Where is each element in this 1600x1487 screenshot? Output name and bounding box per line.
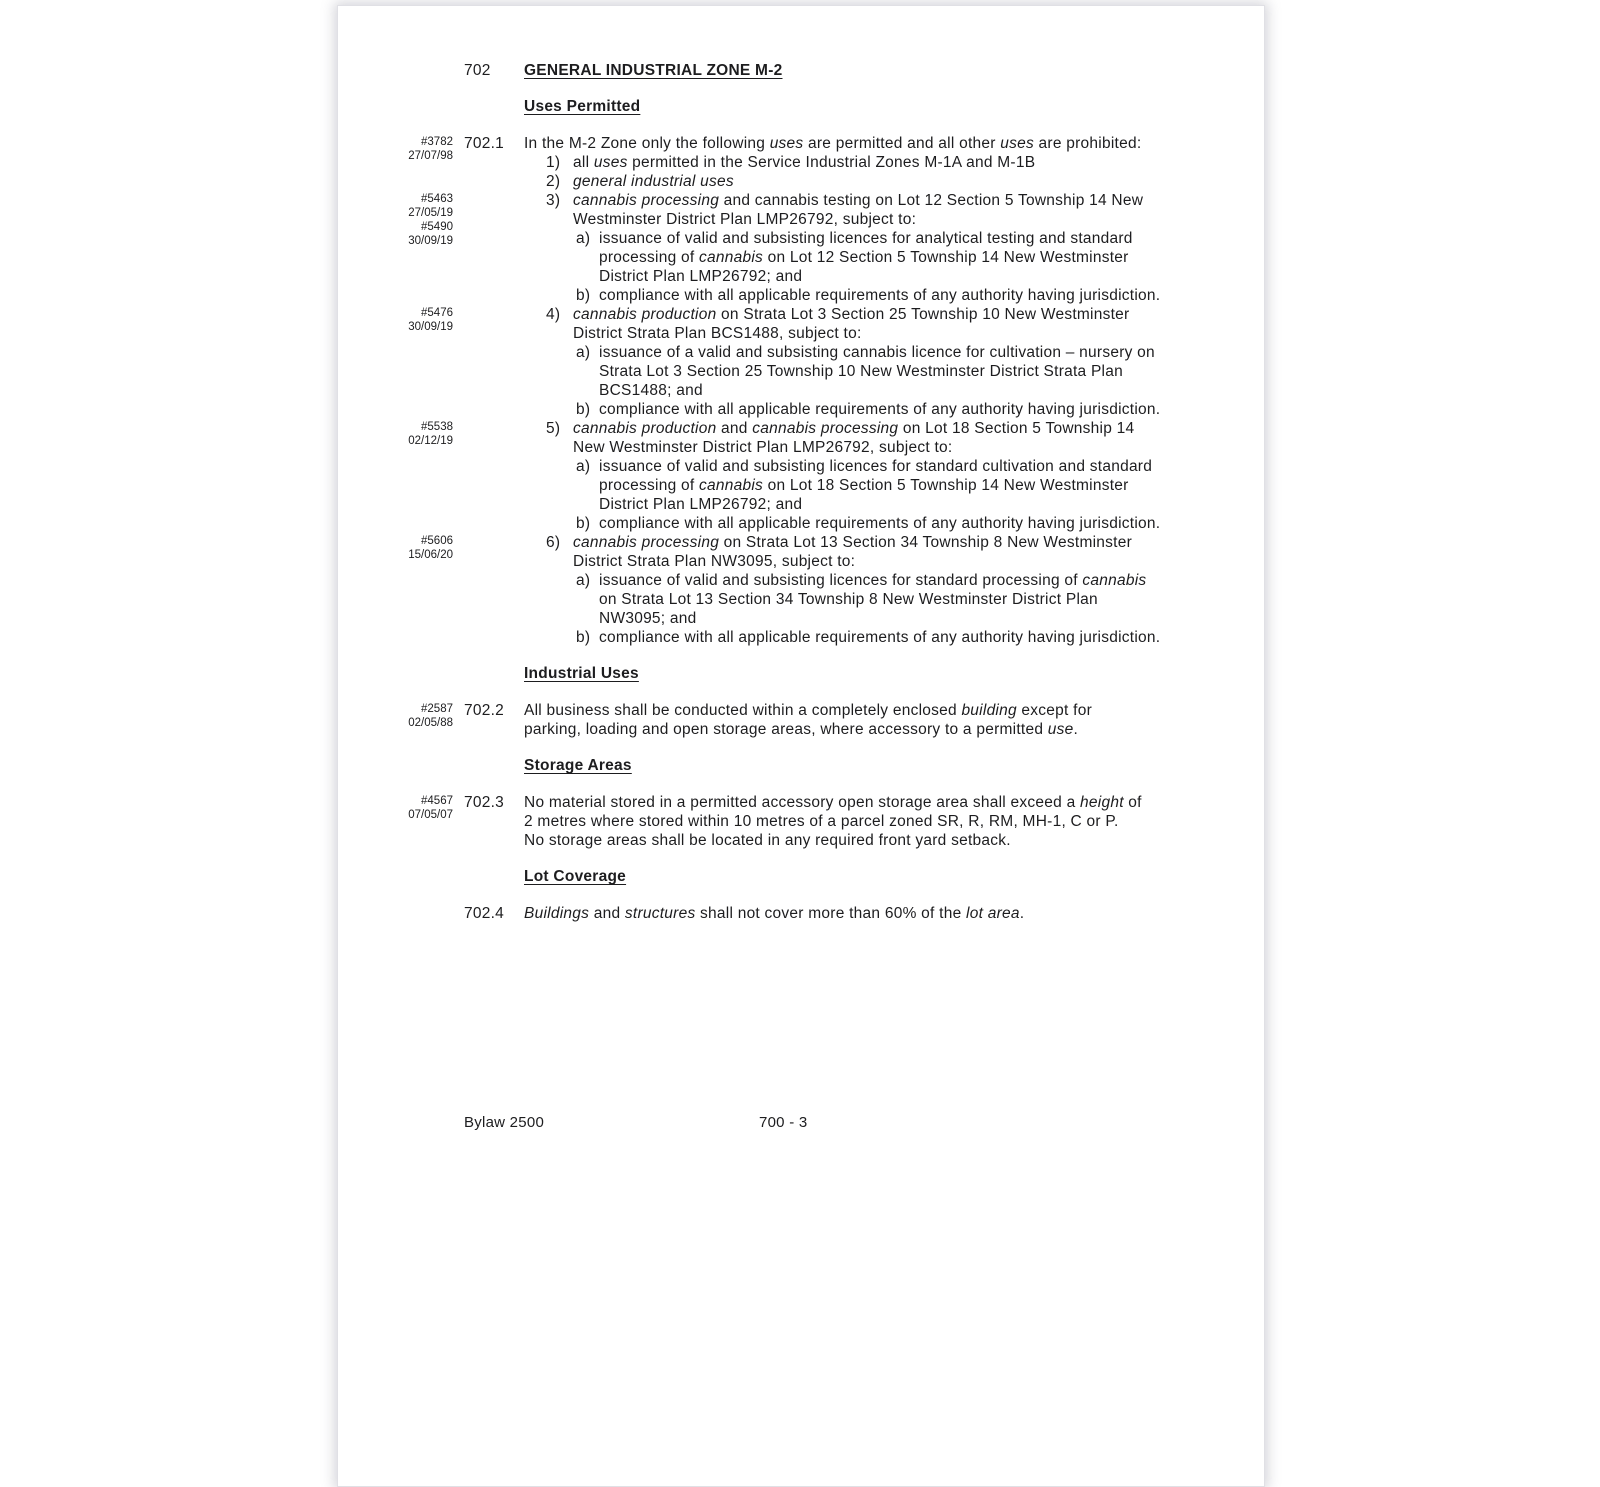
sub-list-item-marker: b) (576, 401, 591, 418)
document-title-row (338, 61, 1264, 80)
revision-notes (338, 135, 453, 163)
revision-notes (338, 534, 453, 562)
list-item-marker: 3) (546, 192, 561, 209)
sub-list-item-marker: b) (576, 629, 591, 646)
sub-list-item-text: compliance with all applicable requirements of any authority having jurisdiction. (599, 401, 1161, 418)
list-item (408, 419, 1184, 533)
margin-note-line: 30/09/19 (408, 235, 453, 247)
margin-note-line: 27/05/19 (408, 207, 453, 219)
list-item (408, 533, 1184, 647)
margin-note-line: #5490 (421, 221, 453, 233)
list-item (408, 305, 1184, 419)
footer-bylaw-label: Bylaw 2500 (464, 1114, 545, 1131)
list-item-text: cannabis production on Strata Lot 3 Section 25 Township 10 New Westminster District Strata Plan BCS1488, subject to: a) issuance of a valid and subsisting cannabis licence for cultivation – nursery on Strata Lot 3 Section 25 Township 10 New Westminster District Strata Plan BCS1488; and b) compliance with all applicable requirements of any authority having jurisdiction. (573, 305, 1184, 419)
sub-list-item (573, 457, 1184, 514)
margin-note-line: #2587 (421, 703, 453, 715)
list-item (524, 172, 1184, 191)
revision-notes (338, 306, 453, 334)
list-item (524, 153, 1184, 172)
sub-list-item-marker: a) (576, 572, 591, 589)
footer-page-number: 700 - 3 (759, 1114, 808, 1131)
clause (338, 793, 1264, 850)
list-item-text: cannabis processing and cannabis testing on Lot 12 Section 5 Township 14 New Westminster District Plan LMP26792, subject to: a) issuance of valid and subsisting licences for analytical testing and standard processing of cannabis on Lot 12 Section 5 Township 14 New Westminster District Plan LMP26792; and b) compliance with all applicable requirements of any authority having jurisdiction. (573, 191, 1184, 305)
section-heading: Storage Areas (524, 757, 632, 774)
sub-list-item-text: issuance of valid and subsisting licences for standard processing of cannabis on Strata Lot 13 Section 34 Township 8 New Westminster District Plan NW3095; and (599, 572, 1147, 627)
sub-list-item-text: issuance of valid and subsisting licences for analytical testing and standard processing of cannabis on Lot 12 Section 5 Township 14 New Westminster District Plan LMP26792; and (599, 230, 1133, 285)
margin-note-line: 02/05/88 (408, 717, 453, 729)
section-heading-row (338, 867, 1264, 886)
document-page (337, 5, 1265, 1487)
list-item-text: all uses permitted in the Service Industrial Zones M-1A and M-1B (573, 154, 1036, 171)
sub-list-item-marker: b) (576, 287, 591, 304)
clause-text: No material stored in a permitted accessory open storage area shall exceed a height of 2 metres where stored within 10 metres of a parcel zoned SR, R, RM, MH-1, C or P. No storage areas shall be located in any required front yard setback. (524, 794, 1142, 849)
clause-number: 702.1 (464, 135, 505, 152)
sub-list-item (573, 343, 1184, 400)
revision-notes (338, 794, 453, 822)
margin-note-line: 27/07/98 (408, 150, 453, 162)
list-item-marker: 6) (546, 534, 561, 551)
clause-text: All business shall be conducted within a completely enclosed building except for parking, loading and open storage areas, where accessory to a permitted use. (524, 702, 1092, 738)
sub-list-item-text: compliance with all applicable requirements of any authority having jurisdiction. (599, 287, 1161, 304)
margin-note-line: #5463 (421, 193, 453, 205)
margin-note-line: 30/09/19 (408, 321, 453, 333)
clause-number: 702.4 (464, 905, 505, 922)
margin-note-line: #5476 (421, 307, 453, 319)
sub-list-item-marker: a) (576, 344, 591, 361)
list-item-marker: 2) (546, 173, 561, 190)
page-title: GENERAL INDUSTRIAL ZONE M-2 (524, 62, 783, 79)
sub-list-item (573, 400, 1184, 419)
clause-number: 702.2 (464, 702, 505, 719)
section-heading: Industrial Uses (524, 665, 639, 682)
margin-note-line: #3782 (421, 136, 453, 148)
clause-text: In the M-2 Zone only the following uses are permitted and all other uses are prohibited: 1) all uses permitted in the Service Industrial Zones M-1A and M-1B 2) general industrial uses #5463 27/05/19 #5490 30/09/19 3) cannabis processing and cannabis testing on Lot 12 Section 5 Township 14 New Westminster District Plan LMP26792, subject to: a) issuance of valid and subsisting licences for analytical testing and standard processing of cannabis on Lot 12 Section 5 Township 14 New Westminster District Plan LMP26792; and b) compliance with all applicable requirements of any authority having jurisdiction. #5476 30/09/19 4) cannabis production on Strata Lot 3 Section 25 Township 10 New Westminster District Strata Plan BCS1488, subject to: a) issuance of a valid and subsisting cannabis licence for cultivation – nursery on Strata Lot 3 Section 25 Township 10 New Westminster District Strata Plan BCS1488; and b) compliance with all applicable requirements of any authority having jurisdiction. #5538 02/12/19 5) cannabis production and cannabis processing on Lot 18 Section 5 Township 14 New Westminster District Plan LMP26792, subject to: a) issuance of valid and subsisting licences for standard cultivation and standard processing of cannabis on Lot 18 Section 5 Township 14 New Westminster District Plan LMP26792; and b) compliance with all applicable requirements of any authority having jurisdiction. #5606 15/06/20 6) cannabis processing on Strata Lot 13 Section 34 Township 8 New Westminster District Strata Plan NW3095, subject to: a) issuance of valid and subsisting licences for standard processing of cannabis on Strata Lot 13 Section 34 Township 8 New Westminster District Plan NW3095; and b) compliance with all applicable requirements of any authority having jurisdiction. (524, 134, 1184, 647)
revision-notes (338, 420, 453, 448)
margin-note-line: #5538 (421, 421, 453, 433)
sub-list-item (573, 286, 1184, 305)
sub-list-item-text: issuance of valid and subsisting licences for standard cultivation and standard processing of cannabis on Lot 18 Section 5 Township 14 New Westminster District Plan LMP26792; and (599, 458, 1153, 513)
margin-note-line: 07/05/07 (408, 809, 453, 821)
sub-list-item (573, 628, 1184, 647)
margin-note-line: 15/06/20 (408, 549, 453, 561)
clause-number: 702.3 (464, 794, 505, 811)
list-item-marker: 1) (546, 154, 561, 171)
clause (338, 701, 1264, 739)
sub-list-item-text: compliance with all applicable requirements of any authority having jurisdiction. (599, 515, 1161, 532)
sub-list-item (573, 229, 1184, 286)
sub-list-item-marker: a) (576, 458, 591, 475)
sub-list-item-marker: b) (576, 515, 591, 532)
section-heading-row (338, 97, 1264, 116)
margin-note-line: 02/12/19 (408, 435, 453, 447)
revision-notes (338, 702, 453, 730)
clause-text: Buildings and structures shall not cover more than 60% of the lot area. (524, 905, 1025, 922)
list-item-text: cannabis production and cannabis processing on Lot 18 Section 5 Township 14 New Westminster District Plan LMP26792, subject to: a) issuance of valid and subsisting licences for standard cultivation and standard processing of cannabis on Lot 18 Section 5 Township 14 New Westminster District Plan LMP26792; and b) compliance with all applicable requirements of any authority having jurisdiction. (573, 419, 1184, 533)
sub-list-item (573, 571, 1184, 628)
section-heading: Uses Permitted (524, 98, 641, 115)
clause (338, 904, 1264, 923)
section-number: 702 (464, 62, 491, 79)
document-content (338, 6, 1264, 923)
sub-list-item (573, 514, 1184, 533)
document-body (338, 97, 1264, 923)
margin-note-line: #4567 (421, 795, 453, 807)
list-item-text: general industrial uses (573, 173, 734, 190)
list-item-text: cannabis processing on Strata Lot 13 Section 34 Township 8 New Westminster District Strata Plan NW3095, subject to: a) issuance of valid and subsisting licences for standard processing of cannabis on Strata Lot 13 Section 34 Township 8 New Westminster District Plan NW3095; and b) compliance with all applicable requirements of any authority having jurisdiction. (573, 533, 1184, 647)
list-item-marker: 4) (546, 306, 561, 323)
section-heading: Lot Coverage (524, 868, 627, 885)
sub-list-item-text: issuance of a valid and subsisting cannabis licence for cultivation – nursery on Strata Lot 3 Section 25 Township 10 New Westminster District Strata Plan BCS1488; and (599, 344, 1155, 399)
revision-notes (338, 192, 453, 248)
list-item (408, 191, 1184, 305)
sub-list-item-marker: a) (576, 230, 591, 247)
list-item-marker: 5) (546, 420, 561, 437)
clause (338, 134, 1264, 647)
section-heading-row (338, 664, 1264, 683)
margin-note-line: #5606 (421, 535, 453, 547)
section-heading-row (338, 756, 1264, 775)
sub-list-item-text: compliance with all applicable requirements of any authority having jurisdiction. (599, 629, 1161, 646)
